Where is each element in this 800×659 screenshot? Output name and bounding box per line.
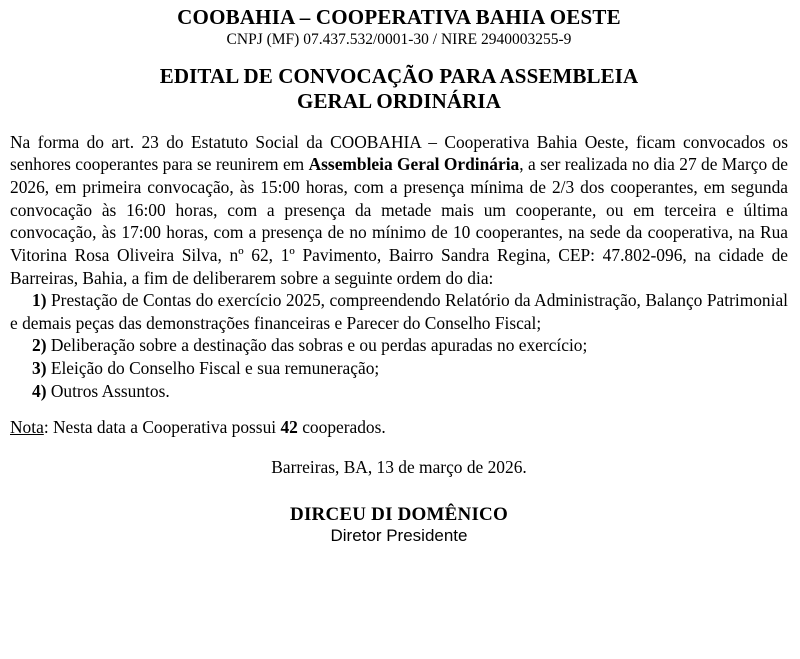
signer-role: Diretor Presidente (330, 525, 468, 545)
note-text-before: : Nesta data a Cooperativa possui (43, 417, 281, 438)
place-and-date: Barreiras, BA, 13 de março de 2026. (271, 456, 527, 477)
note-text-after: cooperados. (297, 417, 386, 438)
agenda-item-text: Eleição do Conselho Fiscal e sua remuneração; (46, 358, 380, 379)
cooperative-members-count: 42 (280, 417, 298, 438)
convocation-text-part2: , a ser realizada no dia 27 de Março de 2026, em primeira convocação, às 15:00 horas, com a presença mínima de 2/3 dos cooperantes, em segunda convocação às 16:00 horas, com a presença da metade mais um cooperante, ou em terceira e última convocação, às 17:00 horas, com a presença de no mínimo de 10 cooperantes, na sede da cooperativa, na Rua Vitorina Rosa Oliveira Silva, nº 62, 1º Pavimento, Bairro Sandra Regina, CEP: 47.802-096, na cidade de Barreiras, Bahia, a fim de deliberarem sobre a seguinte ordem do dia: (10, 154, 788, 288)
document-title-line2: GERAL ORDINÁRIA (297, 89, 501, 114)
note-label: Nota (10, 417, 44, 438)
agenda-item (10, 357, 788, 380)
organization-name: COOBAHIA – COOPERATIVA BAHIA OESTE (177, 5, 621, 29)
organization-registration-id: CNPJ (MF) 07.437.532/0001-30 / NIRE 2940003255-9 (226, 30, 572, 48)
agenda-item (10, 334, 788, 357)
agenda-item-number: 1) (32, 290, 47, 311)
assembly-type-emphasis: Assembleia Geral Ordinária (308, 154, 520, 175)
document-title (10, 64, 788, 114)
document-title-line1: EDITAL DE CONVOCAÇÃO PARA ASSEMBLEIA (159, 64, 639, 89)
agenda-item (10, 289, 788, 334)
agenda-item-number: 3) (32, 358, 47, 379)
agenda-item-text: Deliberação sobre a destinação das sobras e ou perdas apuradas no exercício; (46, 335, 588, 356)
agenda-item-number: 4) (32, 380, 47, 401)
note-line (10, 416, 788, 439)
agenda-item (10, 380, 788, 403)
convocation-paragraph (10, 131, 788, 289)
signer-name: DIRCEU DI DOMÊNICO (290, 503, 508, 525)
convocation-text-part1: Na forma do art. 23 do Estatuto Social da COOBAHIA – Cooperativa Bahia Oeste, ficam convocados os senhores cooperantes para se reunirem em (10, 131, 788, 175)
agenda-item-number: 2) (32, 335, 47, 356)
agenda-item-text: Prestação de Contas do exercício 2025, compreendendo Relatório da Administração, Balanço Patrimonial e demais peças das demonstrações financeiras e Parecer do Conselho Fiscal; (10, 290, 788, 333)
agenda-item-text: Outros Assuntos. (46, 380, 170, 401)
